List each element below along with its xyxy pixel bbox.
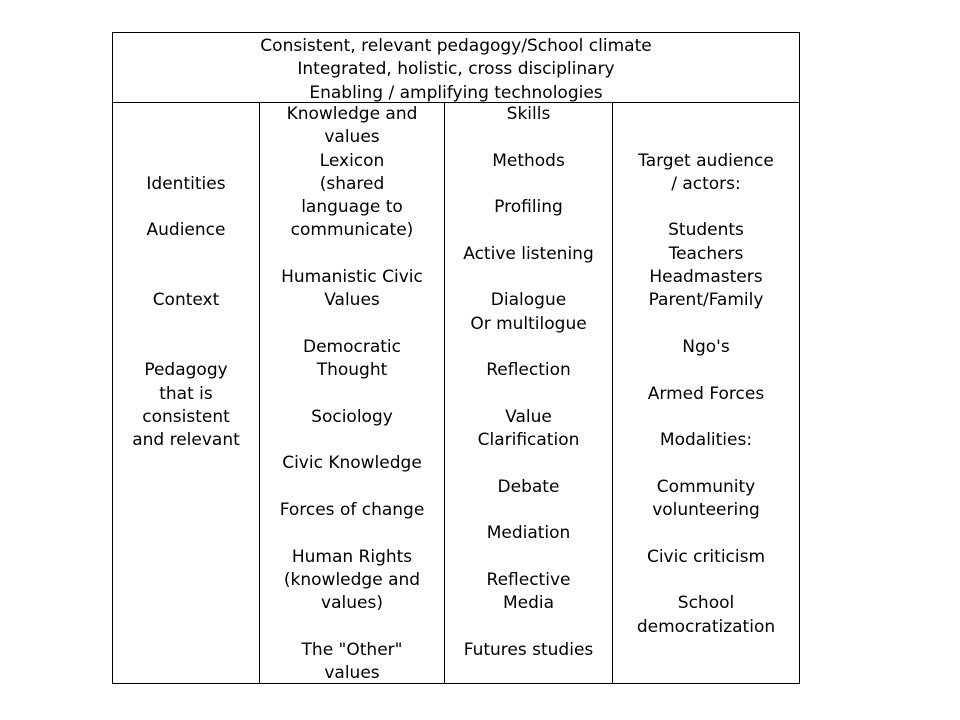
list-item: Media bbox=[502, 593, 555, 614]
list-item: language to bbox=[301, 197, 403, 218]
list-item: Reflective bbox=[486, 569, 571, 590]
list-item: Civic Knowledge bbox=[282, 453, 422, 474]
header-line-3: Enabling / amplifying technologies bbox=[309, 82, 603, 103]
list-item: Values bbox=[324, 290, 380, 311]
list-item: Forces of change bbox=[279, 500, 425, 521]
framework-table bbox=[112, 32, 800, 684]
column-heading: Knowledge and bbox=[286, 104, 418, 124]
list-item: (shared bbox=[319, 173, 385, 194]
context-label: Context bbox=[152, 290, 220, 311]
pedagogy-label-line: and relevant bbox=[132, 430, 240, 451]
list-item: Clarification bbox=[477, 430, 580, 451]
column-heading: Skills bbox=[506, 104, 551, 124]
target-audience-heading: / actors: bbox=[671, 173, 741, 194]
list-item: The "Other" bbox=[301, 639, 403, 660]
list-item: communicate) bbox=[290, 220, 414, 241]
column-identities bbox=[113, 103, 259, 452]
list-item: values bbox=[324, 663, 380, 684]
column-skills bbox=[445, 103, 612, 662]
list-item: Armed Forces bbox=[647, 383, 765, 404]
list-item: values) bbox=[321, 593, 383, 614]
list-item: volunteering bbox=[652, 500, 760, 521]
table-header bbox=[113, 33, 799, 103]
audience-label: Audience bbox=[146, 220, 226, 241]
identities-label: Identities bbox=[146, 173, 226, 194]
list-item: Thought bbox=[316, 360, 388, 381]
list-item: Or multilogue bbox=[470, 313, 587, 334]
column-audience-modalities bbox=[613, 103, 799, 639]
list-item: Reflection bbox=[486, 360, 571, 381]
target-audience-heading: Target audience bbox=[638, 150, 774, 171]
modalities-heading: Modalities: bbox=[659, 430, 753, 451]
pedagogy-label-line: that is bbox=[159, 383, 213, 404]
list-item: Lexicon bbox=[319, 150, 385, 171]
list-item: Futures studies bbox=[463, 639, 594, 660]
list-item: School bbox=[677, 593, 735, 614]
list-item: (knowledge and bbox=[283, 569, 421, 590]
list-item: Parent/Family bbox=[648, 290, 764, 311]
header-line-2: Integrated, holistic, cross disciplinary bbox=[297, 59, 615, 80]
pedagogy-label-line: Pedagogy bbox=[144, 360, 228, 381]
list-item: Civic criticism bbox=[646, 546, 766, 567]
list-item: Community bbox=[656, 476, 756, 497]
header-line-1: Consistent, relevant pedagogy/School climate bbox=[260, 36, 652, 56]
list-item: Value bbox=[505, 406, 552, 427]
column-heading: values bbox=[324, 127, 380, 148]
list-item: democratization bbox=[636, 616, 776, 637]
column-knowledge-values bbox=[260, 103, 444, 685]
list-item: Teachers bbox=[668, 243, 744, 264]
list-item: Human Rights bbox=[291, 546, 413, 567]
list-item: Sociology bbox=[311, 406, 393, 427]
list-item: Headmasters bbox=[649, 267, 763, 288]
pedagogy-label-line: consistent bbox=[142, 406, 230, 427]
list-item: Debate bbox=[497, 476, 560, 497]
list-item: Profiling bbox=[494, 197, 563, 218]
list-item: Active listening bbox=[463, 243, 594, 264]
list-item: Ngo's bbox=[682, 336, 730, 357]
list-item: Students bbox=[668, 220, 744, 241]
list-item: Humanistic Civic bbox=[281, 267, 423, 288]
list-item: Dialogue bbox=[490, 290, 567, 311]
list-item: Mediation bbox=[486, 523, 571, 544]
list-item: Democratic bbox=[303, 336, 401, 357]
list-item: Methods bbox=[492, 150, 565, 171]
